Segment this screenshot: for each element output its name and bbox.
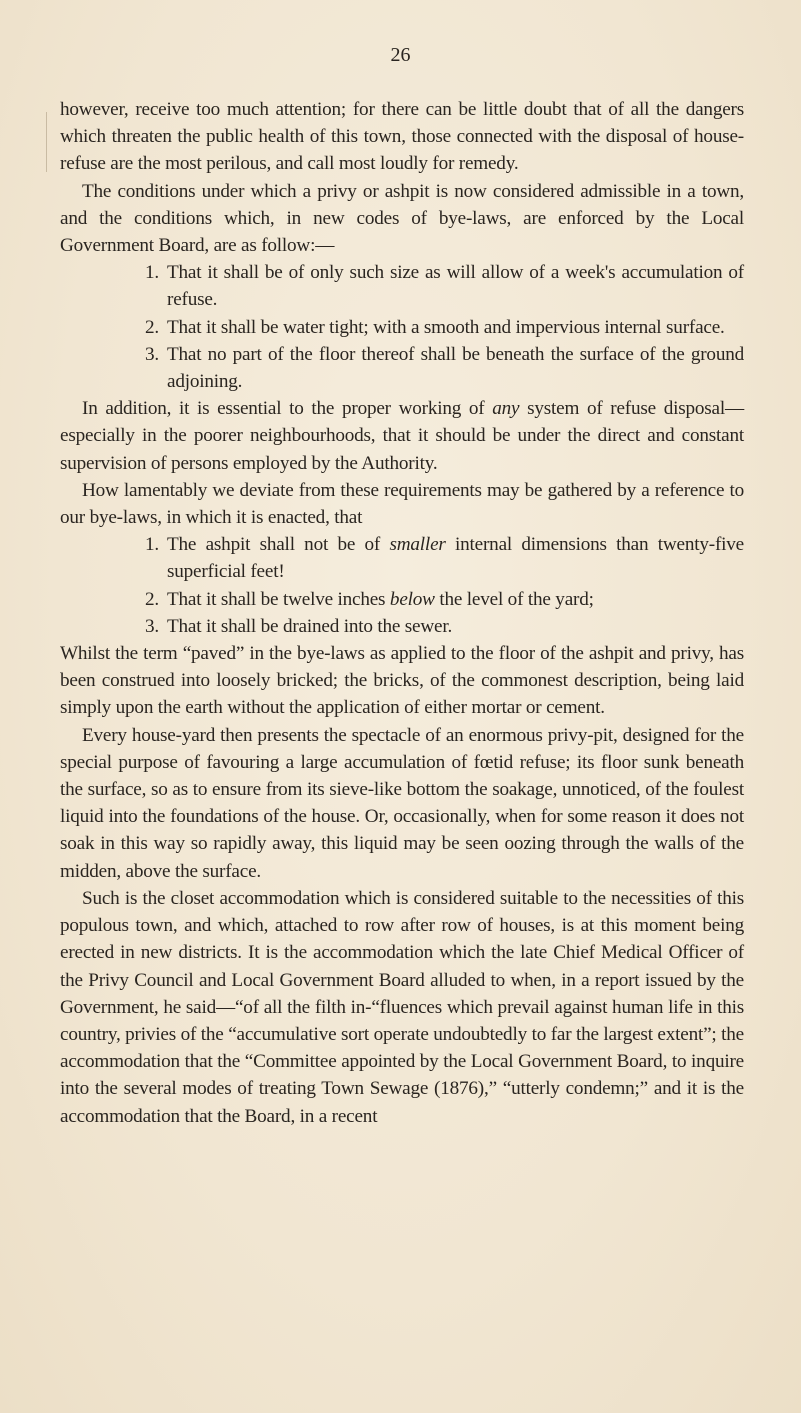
emphasis-smaller: smaller xyxy=(389,534,446,556)
emphasis-any: any xyxy=(492,398,520,420)
text-run: internal dimensions than twenty-five superficial feet! xyxy=(167,534,744,583)
paragraph-1: however, receive too much attention; for there can be little doubt that of all the dangers which threaten the public health of this town, those connected with the disposal of house-refuse are the most perilous, and call most loudly for remedy. xyxy=(60,99,744,175)
paragraph-6: Every house-yard then presents the spectacle of an enormous privy-pit, designed for the special purpose of favouring a large accumulation of fœtid refuse; its floor sunk beneath the surface, so as to ensure from its sieve-like bottom the soakage, unnoticed, of the foulest liquid into the foundations of the house. Or, occasionally, when for some reason it does not soak in this way so rapidly away, this liquid may be seen oozing through the walls of the midden, above the surface. xyxy=(60,724,744,882)
text-run: the level of the yard; xyxy=(434,588,594,610)
bye-laws-list xyxy=(60,531,744,640)
list-item xyxy=(82,341,744,395)
paragraph-2: The conditions under which a privy or ashpit is now considered admissible in a town, and the conditions which, in new codes of bye-laws, are enforced by the Local Government Board, are as follow:— xyxy=(60,180,744,257)
text-run: The ashpit shall not be of xyxy=(167,534,390,556)
list-text: That it shall be water tight; with a smooth and impervious internal surface. xyxy=(167,316,725,338)
list-number: 1. xyxy=(145,534,159,556)
list-number: 3. xyxy=(145,343,159,365)
conditions-list xyxy=(60,259,744,395)
text-run: In addition, it is essential to the proper working of xyxy=(82,398,493,420)
paragraph-3 xyxy=(60,395,744,477)
list-text: That no part of the floor thereof shall be beneath the surface of the ground adjoining. xyxy=(167,343,744,393)
page-margin-mark xyxy=(46,112,47,172)
text-run: That it shall be drained into the sewer. xyxy=(167,615,453,637)
list-item xyxy=(82,314,744,341)
paragraph-7: Such is the closet accommodation which is considered suitable to the necessities of this populous town, and which, attached to row after row of houses, is at this moment being erected in new districts. It is the accommodation which the late Chief Medical Officer of the Privy Council and Local Government Board alluded to when, in a report issued by the Government, he said—“of all the filth in-“fluences which prevail against human life in this country, privies of the “accumulative sort operate undoubtedly to far the largest extent”; the accommodation that the “Committee appointed by the Local Government Board, to inquire into the several modes of treating Town Sewage (1876),” “utterly condemn;” and it is the accommodation that the Board, in a recent xyxy=(60,887,744,1127)
list-number: 3. xyxy=(145,615,159,637)
paragraph-5: Whilst the term “paved” in the bye-laws as applied to the floor of the ashpit and privy, has been construed into loosely bricked; the bricks, of the commonest description, being laid simply upon the earth without the application of either mortar or cement. xyxy=(60,643,744,719)
paragraph-4: How lamentably we deviate from these requirements may be gathered by a reference to our bye-laws, in which it is enacted, that xyxy=(60,479,744,529)
list-number: 2. xyxy=(145,316,159,338)
page-body xyxy=(60,96,744,1130)
emphasis-below: below xyxy=(389,588,435,610)
list-item xyxy=(82,259,744,313)
list-text: That it shall be of only such size as will allow of a week's accumulation of refuse. xyxy=(167,262,744,311)
text-run: That it shall be twelve inches xyxy=(167,588,390,610)
page-number: 26 xyxy=(390,44,411,66)
list-number: 2. xyxy=(145,588,159,610)
list-number: 1. xyxy=(145,262,159,284)
text-run: system of refuse disposal—especially in the poorer neighbourhoods, that it should be under the direct and constant supervision of persons employed by the Authority. xyxy=(60,398,744,474)
list-item xyxy=(82,613,744,640)
list-item xyxy=(82,586,744,613)
list-item xyxy=(82,531,744,585)
